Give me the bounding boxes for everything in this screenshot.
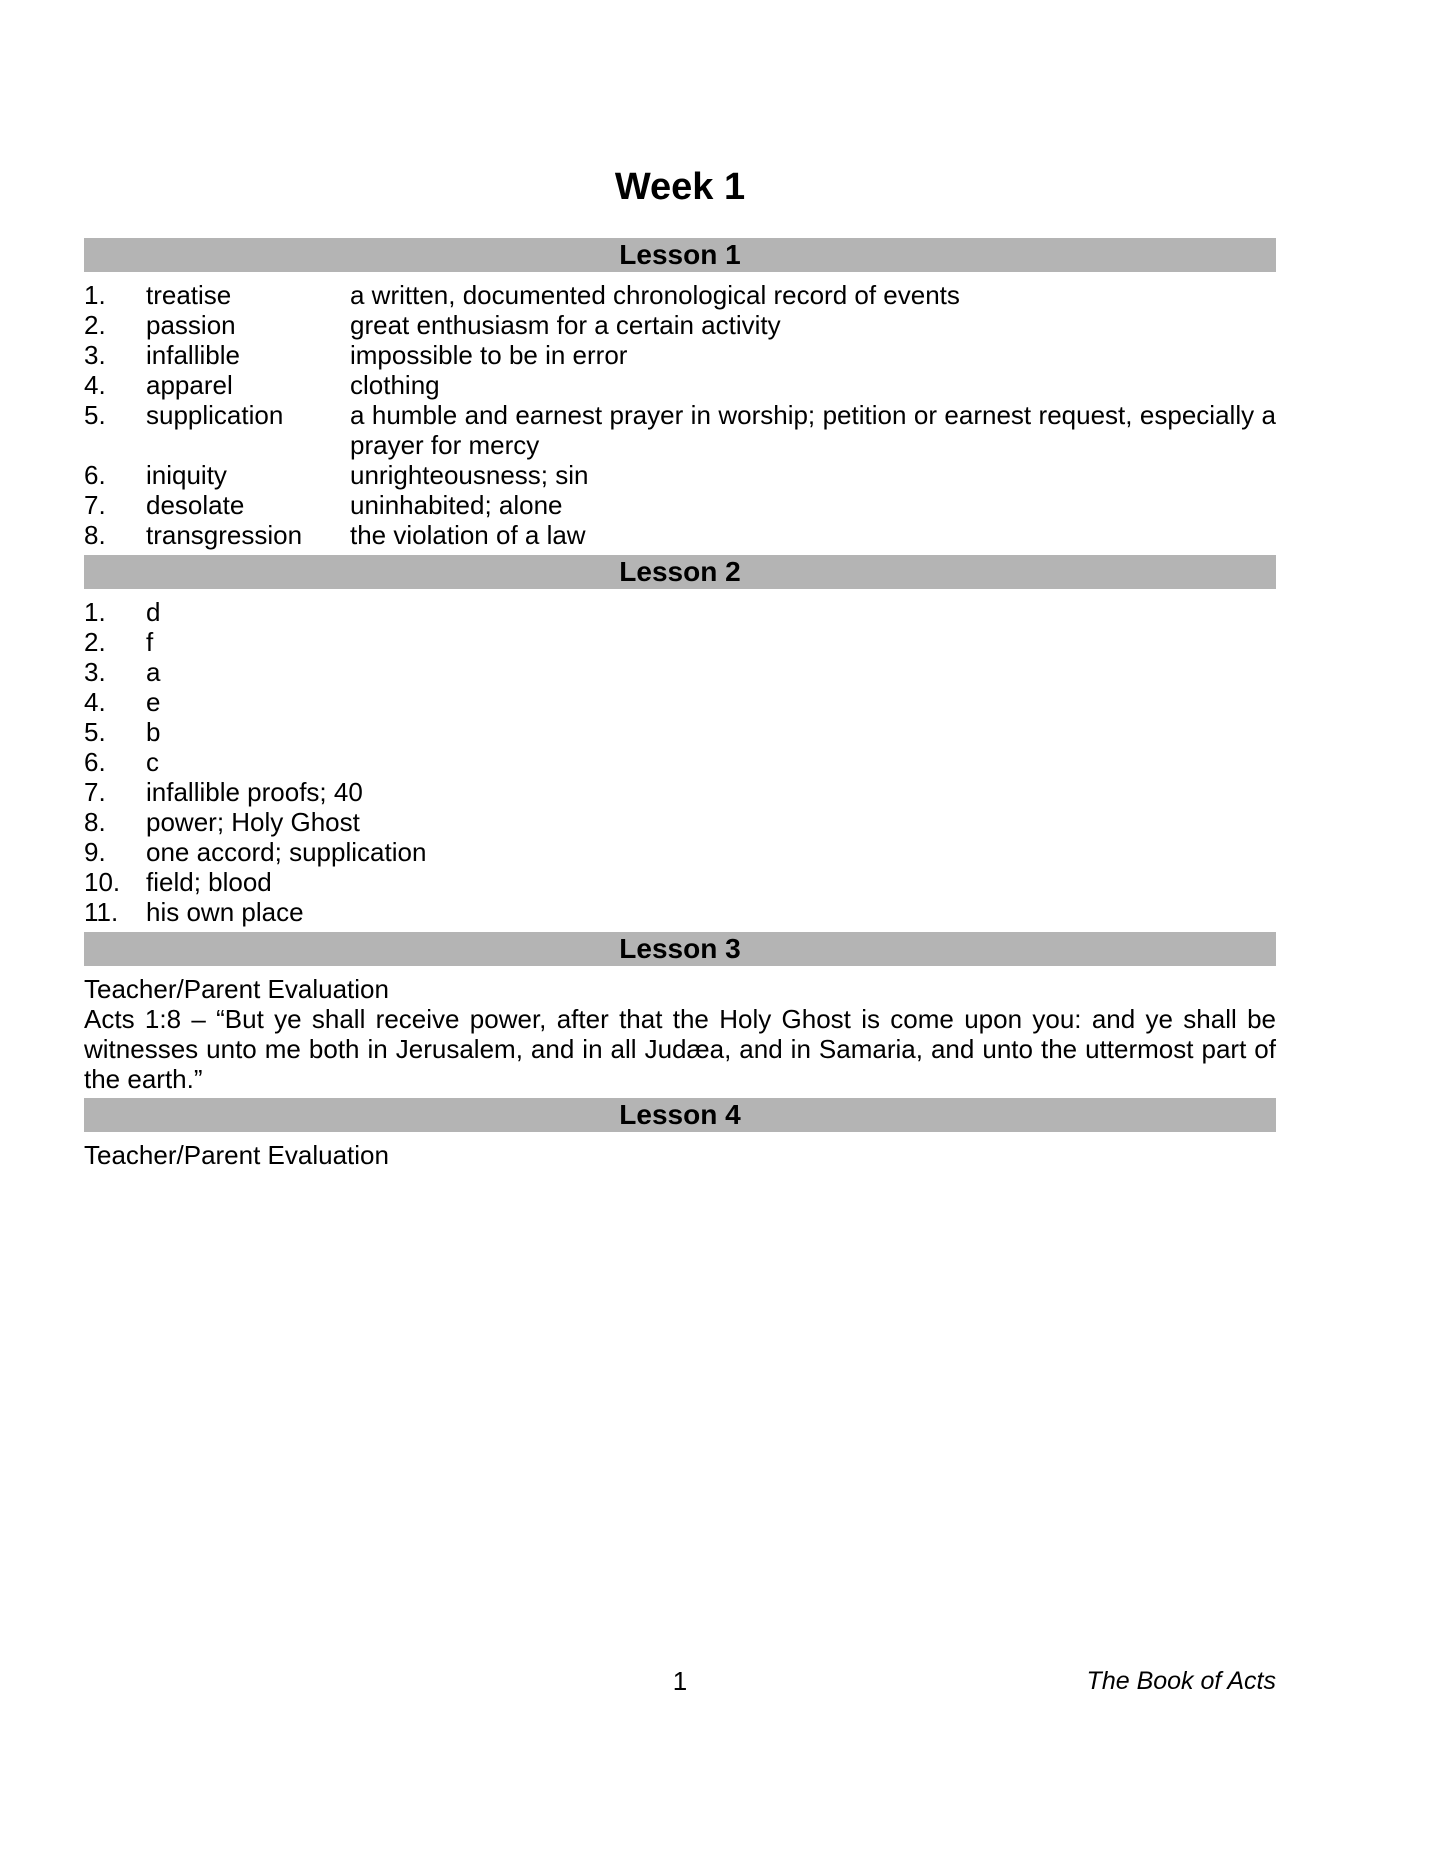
lesson3-heading: Lesson 3 bbox=[84, 932, 1276, 966]
vocab-term: passion bbox=[146, 310, 236, 340]
vocab-definition bbox=[350, 370, 1276, 400]
answer-item bbox=[84, 837, 1276, 867]
page-number: 1 bbox=[672, 1666, 688, 1696]
scripture-line: witnesses unto me both in Jerusalem, and in all Judæa, and in Samaria, and unto the uttermost part of bbox=[84, 1034, 1276, 1064]
vocab-term: iniquity bbox=[146, 460, 227, 490]
answer-text: e bbox=[146, 687, 161, 717]
vocab-item bbox=[84, 340, 1276, 370]
vocab-term: apparel bbox=[146, 370, 233, 400]
answer-item bbox=[84, 627, 1276, 657]
item-number: 8. bbox=[84, 520, 106, 550]
definition-line: prayer for mercy bbox=[350, 430, 540, 460]
vocab-definition bbox=[350, 310, 1276, 340]
definition-line: clothing bbox=[350, 370, 440, 400]
answer-item bbox=[84, 747, 1276, 777]
vocab-definition bbox=[350, 490, 1276, 520]
item-number: 4. bbox=[84, 370, 106, 400]
answer-item bbox=[84, 777, 1276, 807]
item-number: 8. bbox=[84, 807, 106, 837]
lesson1-heading: Lesson 1 bbox=[84, 238, 1276, 272]
item-number: 7. bbox=[84, 490, 106, 520]
answer-item bbox=[84, 657, 1276, 687]
item-number: 6. bbox=[84, 747, 106, 777]
item-number: 11. bbox=[84, 897, 119, 927]
lesson2-heading: Lesson 2 bbox=[84, 555, 1276, 589]
vocab-item bbox=[84, 520, 1276, 550]
answer-text: a bbox=[146, 657, 161, 687]
vocab-item bbox=[84, 460, 1276, 490]
answer-text: field; blood bbox=[146, 867, 272, 897]
item-number: 6. bbox=[84, 460, 106, 490]
answer-text: one accord; supplication bbox=[146, 837, 427, 867]
vocab-item bbox=[84, 280, 1276, 310]
item-number: 2. bbox=[84, 627, 106, 657]
answer-item bbox=[84, 687, 1276, 717]
page-footer bbox=[84, 1666, 1276, 1698]
definition-line: impossible to be in error bbox=[350, 340, 628, 370]
answer-text: c bbox=[146, 747, 159, 777]
vocab-item bbox=[84, 310, 1276, 340]
scripture-line: Acts 1:8 – “But ye shall receive power, after that the Holy Ghost is come upon you: and ye shall be bbox=[84, 1004, 1276, 1034]
book-title: The Book of Acts bbox=[1086, 1667, 1276, 1695]
item-number: 9. bbox=[84, 837, 106, 867]
vocab-term: transgression bbox=[146, 520, 303, 550]
vocab-item bbox=[84, 370, 1276, 400]
answer-item bbox=[84, 867, 1276, 897]
definition-line: unrighteousness; sin bbox=[350, 460, 589, 490]
vocab-definition bbox=[350, 460, 1276, 490]
answer-item bbox=[84, 597, 1276, 627]
answer-text: b bbox=[146, 717, 161, 747]
vocab-term: supplication bbox=[146, 400, 284, 430]
answer-text: d bbox=[146, 597, 161, 627]
item-number: 5. bbox=[84, 717, 106, 747]
vocab-definition bbox=[350, 520, 1276, 550]
vocab-term: treatise bbox=[146, 280, 232, 310]
definition-line: uninhabited; alone bbox=[350, 490, 563, 520]
vocab-term: infallible bbox=[146, 340, 240, 370]
vocab-item bbox=[84, 490, 1276, 520]
vocab-item bbox=[84, 400, 1276, 460]
vocab-term: desolate bbox=[146, 490, 245, 520]
scripture-quote bbox=[84, 1004, 1276, 1094]
lesson1-vocab-list bbox=[84, 280, 1276, 550]
answer-text: f bbox=[146, 627, 154, 657]
page-content bbox=[84, 0, 1276, 1170]
teacher-parent-evaluation: Teacher/Parent Evaluation bbox=[84, 1140, 389, 1170]
lesson4-heading: Lesson 4 bbox=[84, 1098, 1276, 1132]
answer-item bbox=[84, 807, 1276, 837]
answer-item bbox=[84, 897, 1276, 927]
definition-line: a humble and earnest prayer in worship; petition or earnest request, especially a bbox=[350, 400, 1276, 430]
lesson2-answer-list bbox=[84, 597, 1276, 927]
vocab-definition bbox=[350, 340, 1276, 370]
item-number: 5. bbox=[84, 400, 106, 430]
item-number: 1. bbox=[84, 280, 106, 310]
item-number: 7. bbox=[84, 777, 106, 807]
item-number: 3. bbox=[84, 340, 106, 370]
definition-line: the violation of a law bbox=[350, 520, 586, 550]
item-number: 4. bbox=[84, 687, 106, 717]
scripture-line: the earth.” bbox=[84, 1064, 203, 1094]
definition-line: great enthusiasm for a certain activity bbox=[350, 310, 781, 340]
item-number: 2. bbox=[84, 310, 106, 340]
answer-item bbox=[84, 717, 1276, 747]
answer-text: power; Holy Ghost bbox=[146, 807, 360, 837]
vocab-definition bbox=[350, 280, 1276, 310]
answer-text: infallible proofs; 40 bbox=[146, 777, 363, 807]
definition-line: a written, documented chronological record of events bbox=[350, 280, 960, 310]
item-number: 3. bbox=[84, 657, 106, 687]
answer-text: his own place bbox=[146, 897, 304, 927]
vocab-definition bbox=[350, 400, 1276, 460]
page-title: Week 1 bbox=[614, 166, 746, 208]
item-number: 1. bbox=[84, 597, 106, 627]
teacher-parent-evaluation: Teacher/Parent Evaluation bbox=[84, 974, 389, 1004]
item-number: 10. bbox=[84, 867, 121, 897]
